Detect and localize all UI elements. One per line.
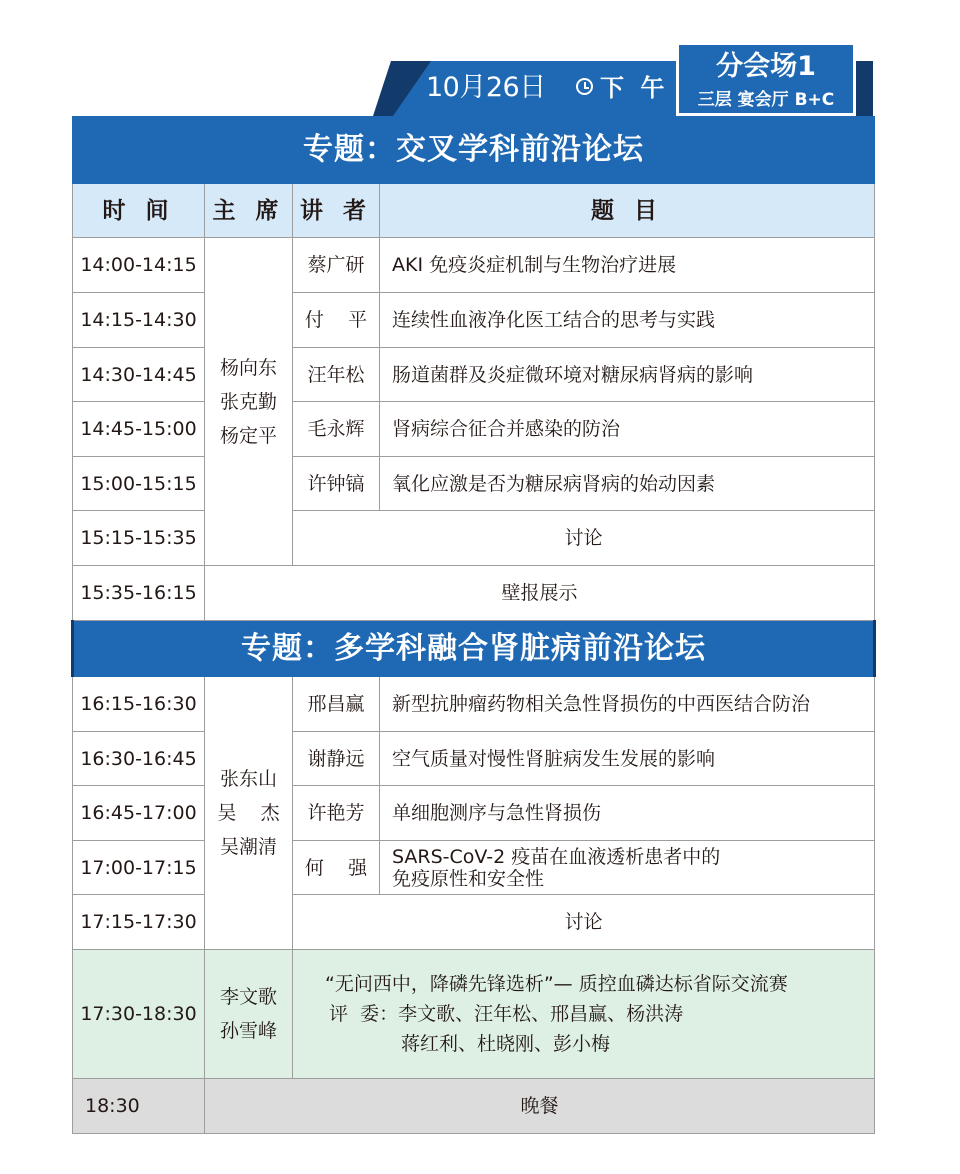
speaker-cell: 何 强: [293, 841, 380, 895]
competition-row: [73, 950, 875, 1079]
topic-line: SARS-CoV-2 疫苗在血液透析患者中的: [392, 845, 721, 868]
time-cell: 15:15-15:35: [73, 511, 205, 566]
discussion-cell: 讨论: [293, 511, 875, 566]
time-cell: 14:15-14:30: [73, 293, 205, 348]
table-row: [73, 238, 875, 293]
competition-cell: [293, 950, 875, 1079]
speaker-cell: 许钟镐: [293, 457, 380, 511]
time-cell: 16:15-16:30: [73, 677, 205, 732]
chair-cell: [205, 677, 293, 950]
speaker-cell: 汪年松: [293, 348, 380, 402]
chair-name: 张东山: [219, 768, 277, 790]
column-header-time: 时 间: [73, 184, 205, 238]
chair-name: 张克勤: [219, 390, 277, 413]
venue-location: 三层 宴会厅 B+C: [697, 90, 835, 110]
session-title: 专题：多学科融合肾脏病前沿论坛: [73, 621, 875, 677]
topic-cell: 空气质量对慢性肾脏病发生发展的影响: [380, 732, 875, 786]
dinner-row: [73, 1079, 875, 1134]
topic-cell: 肠道菌群及炎症微环境对糖尿病肾病的影响: [380, 348, 875, 402]
table-row: [73, 732, 875, 786]
topic-cell: [380, 841, 875, 895]
session-period: 下 午: [600, 74, 669, 102]
table-row: [73, 457, 875, 511]
competition-title: “无问西中，降磷先锋选析”— 质控血磷达标省际交流赛: [325, 973, 788, 995]
chair-name: 李文歌: [219, 986, 277, 1008]
time-cell: 14:30-14:45: [73, 348, 205, 402]
time-cell: 16:30-16:45: [73, 732, 205, 786]
topic-cell: AKI 免疫炎症机制与生物治疗进展: [380, 238, 875, 293]
clock-icon: [576, 78, 593, 95]
discussion-cell: 讨论: [293, 895, 875, 950]
time-cell: 15:00-15:15: [73, 457, 205, 511]
competition-judges-continued: 蒋红利、杜晓刚、彭小梅: [401, 1033, 611, 1055]
topic-cell: 新型抗肿瘤药物相关急性肾损伤的中西医结合防治: [380, 677, 875, 732]
time-cell: 17:30-18:30: [73, 950, 205, 1079]
topic-cell: 氧化应激是否为糖尿病肾病的始动因素: [380, 457, 875, 511]
speaker-cell: 付 平: [293, 293, 380, 348]
table-row: [73, 293, 875, 348]
topic-cell: 单细胞测序与急性肾损伤: [380, 786, 875, 841]
schedule-table: [71, 116, 876, 1134]
session-banner: [73, 621, 875, 677]
time-cell: 14:00-14:15: [73, 238, 205, 293]
speaker-cell: 许艳芳: [293, 786, 380, 841]
session-date: 10月26日: [426, 72, 546, 103]
time-cell: 16:45-17:00: [73, 786, 205, 841]
speaker-cell: 邢昌赢: [293, 677, 380, 732]
chair-name: 杨向东: [219, 356, 277, 379]
speaker-cell: 毛永辉: [293, 402, 380, 457]
discussion-row: [73, 511, 875, 566]
column-header-topic: 题 目: [380, 184, 875, 238]
venue-title: 分会场1: [716, 51, 816, 82]
venue-box: [676, 42, 856, 116]
speaker-cell: 谢静远: [293, 732, 380, 786]
poster-row: [73, 566, 875, 621]
poster-cell: 壁报展示: [205, 566, 875, 621]
table-row: [73, 402, 875, 457]
chair-name: 吴潮清: [219, 836, 277, 858]
competition-judges: 评 委：李文歌、汪年松、邢昌赢、杨洪涛: [329, 1003, 684, 1025]
table-row: [73, 348, 875, 402]
topic-cell: 连续性血液净化医工结合的思考与实践: [380, 293, 875, 348]
table-row: [73, 841, 875, 895]
time-cell: 18:30: [73, 1079, 205, 1134]
column-header-chair: 主 席: [205, 184, 293, 238]
chair-name: 孙雪峰: [219, 1020, 277, 1042]
session-banner: [73, 117, 875, 184]
table-row: [73, 786, 875, 841]
topic-line: 免疫原性和安全性: [392, 867, 545, 890]
chair-name: 杨定平: [219, 424, 277, 447]
column-header-speaker: 讲 者: [293, 184, 380, 238]
dinner-cell: 晚餐: [205, 1079, 875, 1134]
column-header-row: [73, 184, 875, 238]
chair-cell: [205, 950, 293, 1079]
speaker-cell: 蔡广研: [293, 238, 380, 293]
session-title: 专题：交叉学科前沿论坛: [73, 117, 875, 184]
time-cell: 17:00-17:15: [73, 841, 205, 895]
time-cell: 17:15-17:30: [73, 895, 205, 950]
chair-cell: [205, 238, 293, 566]
topic-cell: 肾病综合征合并感染的防治: [380, 402, 875, 457]
time-cell: 15:35-16:15: [73, 566, 205, 621]
time-cell: 14:45-15:00: [73, 402, 205, 457]
table-row: [73, 677, 875, 732]
chair-name: 吴 杰: [217, 802, 280, 824]
discussion-row: [73, 895, 875, 950]
